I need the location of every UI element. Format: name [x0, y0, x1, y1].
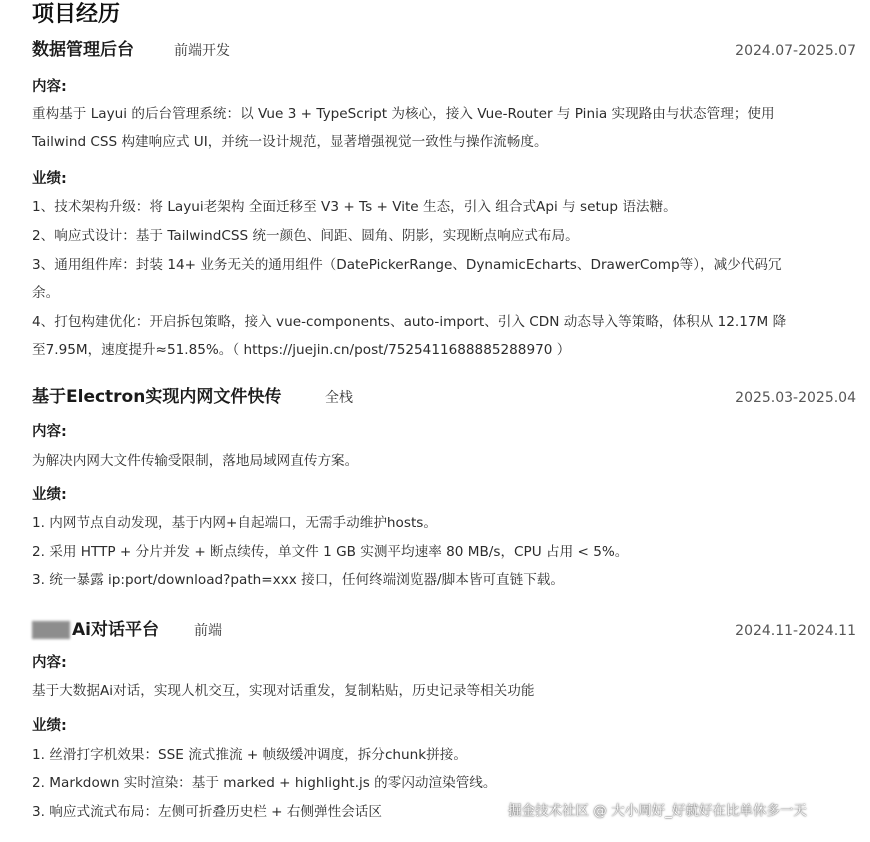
project-period: 2024.11-2024.11	[735, 623, 856, 639]
project-title: 基于Electron实现内网文件快传	[32, 387, 282, 407]
content-line: Tailwind CSS 构建响应式 UI，并统一设计规范，显著增强视觉一致性与操作流畅度。	[32, 134, 548, 150]
achievement-line: 2、响应式设计：基于 TailwindCSS 统一颜色、间距、圆角、阴影，实现断点响应式布局。	[32, 228, 579, 244]
project-role: 前端	[194, 623, 222, 639]
achievement-line: 2. 采用 HTTP + 分片并发 + 断点续传，单文件 1 GB 实测平均速率 80 MB/s，CPU 占用 < 5%。	[32, 544, 629, 560]
content-line: 基于大数据Ai对话，实现人机交互，实现对话重发，复制粘贴，历史记录等相关功能	[32, 683, 535, 699]
achievements-label: 业绩:	[32, 718, 67, 734]
section-heading: 项目经历	[32, 2, 121, 27]
achievement-line: 至7.95M，速度提升≈51.85%。（ https://juejin.cn/post/7525411688885288970 ）	[32, 342, 571, 358]
content-label: 内容:	[32, 79, 67, 95]
achievement-line: 3、通用组件库：封装 14+ 业务无关的通用组件（DatePickerRange、DynamicEcharts、DrawerComp等），减少代码冗	[32, 257, 782, 273]
project-title: Ai对话平台	[72, 620, 159, 640]
project-header	[32, 36, 856, 64]
achievement-line: 1. 内网节点自动发现，基于内网+自起端口，无需手动维护hosts。	[32, 515, 437, 531]
redaction-block	[32, 621, 70, 639]
achievement-line: 4、打包构建优化：开启拆包策略，接入 vue-components、auto-import、引入 CDN 动态导入等策略，体积从 12.17M 降	[32, 314, 787, 330]
content-label: 内容:	[32, 655, 67, 671]
achievement-line: 余。	[32, 285, 60, 301]
content-line: 重构基于 Layui 的后台管理系统：以 Vue 3 + TypeScript 为核心，接入 Vue-Router 与 Pinia 实现路由与状态管理；使用	[32, 106, 775, 122]
content-label: 内容:	[32, 424, 67, 440]
achievement-line: 2. Markdown 实时渲染：基于 marked + highlight.js 的零闪动渲染管线。	[32, 775, 497, 791]
project-header	[32, 383, 856, 411]
achievement-line: 1. 丝滑打字机效果：SSE 流式推流 + 帧级缓冲调度，拆分chunk拼接。	[32, 747, 467, 763]
achievement-line: 3. 统一暴露 ip:port/download?path=xxx 接口，任何终端浏览器/脚本皆可直链下载。	[32, 572, 564, 588]
watermark: 掘金技术社区 @ 大小周好_好就好在比单休多一天	[508, 803, 807, 819]
project-header	[32, 616, 856, 644]
project-role: 全栈	[325, 390, 353, 406]
project-role: 前端开发	[174, 43, 230, 59]
achievement-line: 3. 响应式流式布局：左侧可折叠历史栏 + 右侧弹性会话区	[32, 804, 382, 820]
project-period: 2025.03-2025.04	[735, 390, 856, 406]
achievements-label: 业绩:	[32, 487, 67, 503]
achievements-label: 业绩:	[32, 171, 67, 187]
project-period: 2024.07-2025.07	[735, 43, 856, 59]
achievement-line: 1、技术架构升级：将 Layui老架构 全面迁移至 V3 + Ts + Vite 生态，引入 组合式Api 与 setup 语法糖。	[32, 199, 677, 215]
project-title: 数据管理后台	[32, 40, 134, 60]
content-line: 为解决内网大文件传输受限制，落地局域网直传方案。	[32, 453, 359, 469]
